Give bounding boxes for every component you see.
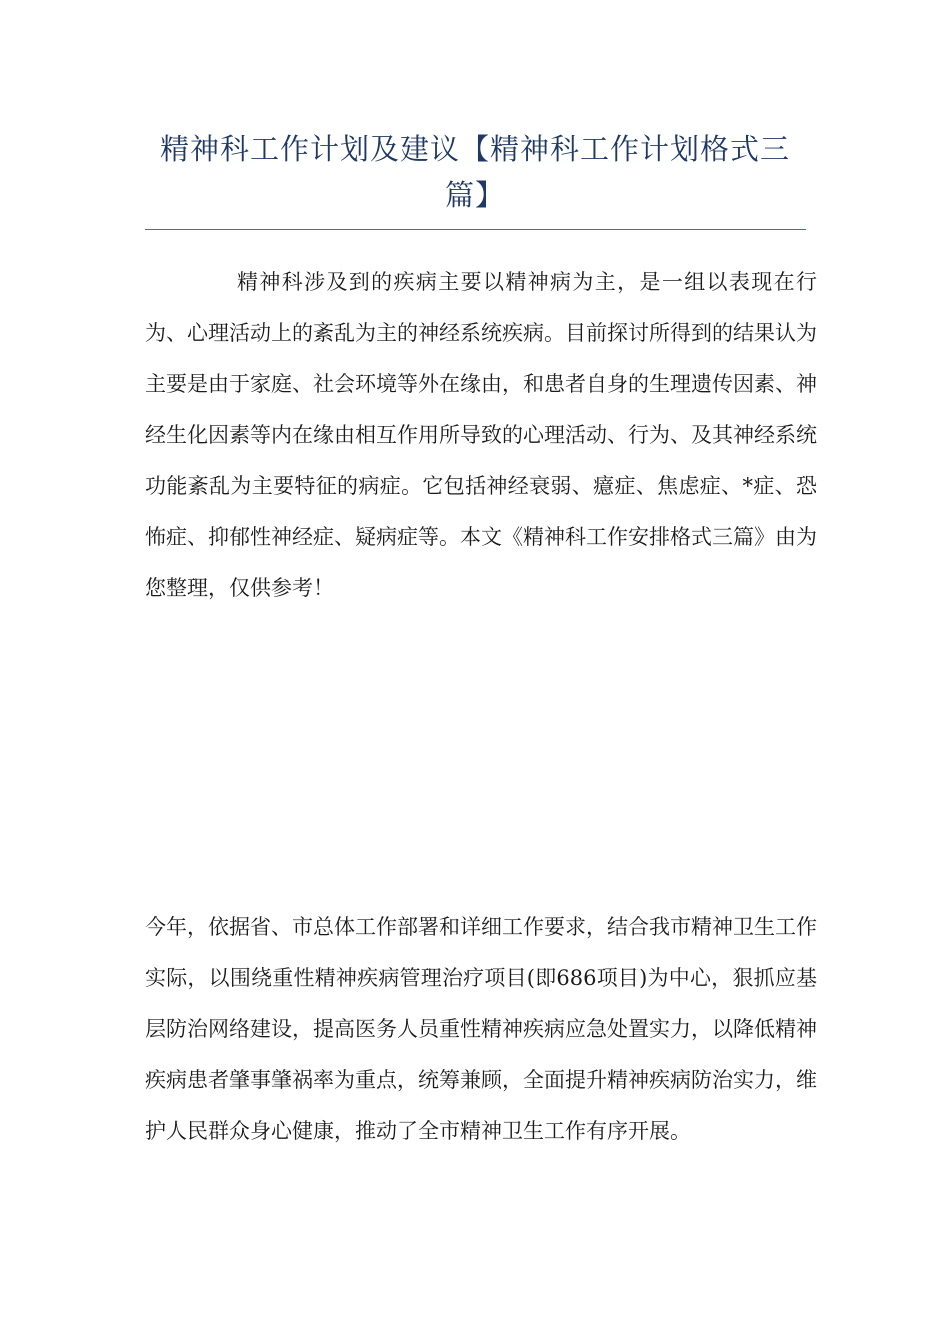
title-underline [145,229,806,230]
intro-paragraph: 精神科涉及到的疾病主要以精神病为主，是一组以表现在行为、心理活动上的紊乱为主的神经系统疾病。目前探讨所得到的结果认为主要是由于家庭、社会环境等外在缘由，和患者自身的生理遗传因素、神经生化因素等内在缘由相互作用所导致的心理活动、行为、及其神经系统功能紊乱为主要特征的病症。它包括神经衰弱、癔症、焦虑症、*症、恐怖症、抑郁性神经症、疑病症等。本文《精神科工作安排格式三篇》由为您整理，仅供参考！ [145,270,817,600]
body-paragraph: 今年，依据省、市总体工作部署和详细工作要求，结合我市精神卫生工作实际，以围绕重性精神疾病管理治疗项目(即686项目)为中心，狠抓应基层防治网络建设，提高医务人员重性精神疾病应急处置实力，以降低精神疾病患者肇事肇祸率为重点，统筹兼顾，全面提升精神疾病防治实力，维护人民群众身心健康，推动了全市精神卫生工作有序开展。 [145,915,817,1143]
document-title: 精神科工作计划及建议【精神科工作计划格式三篇】 [159,132,790,212]
